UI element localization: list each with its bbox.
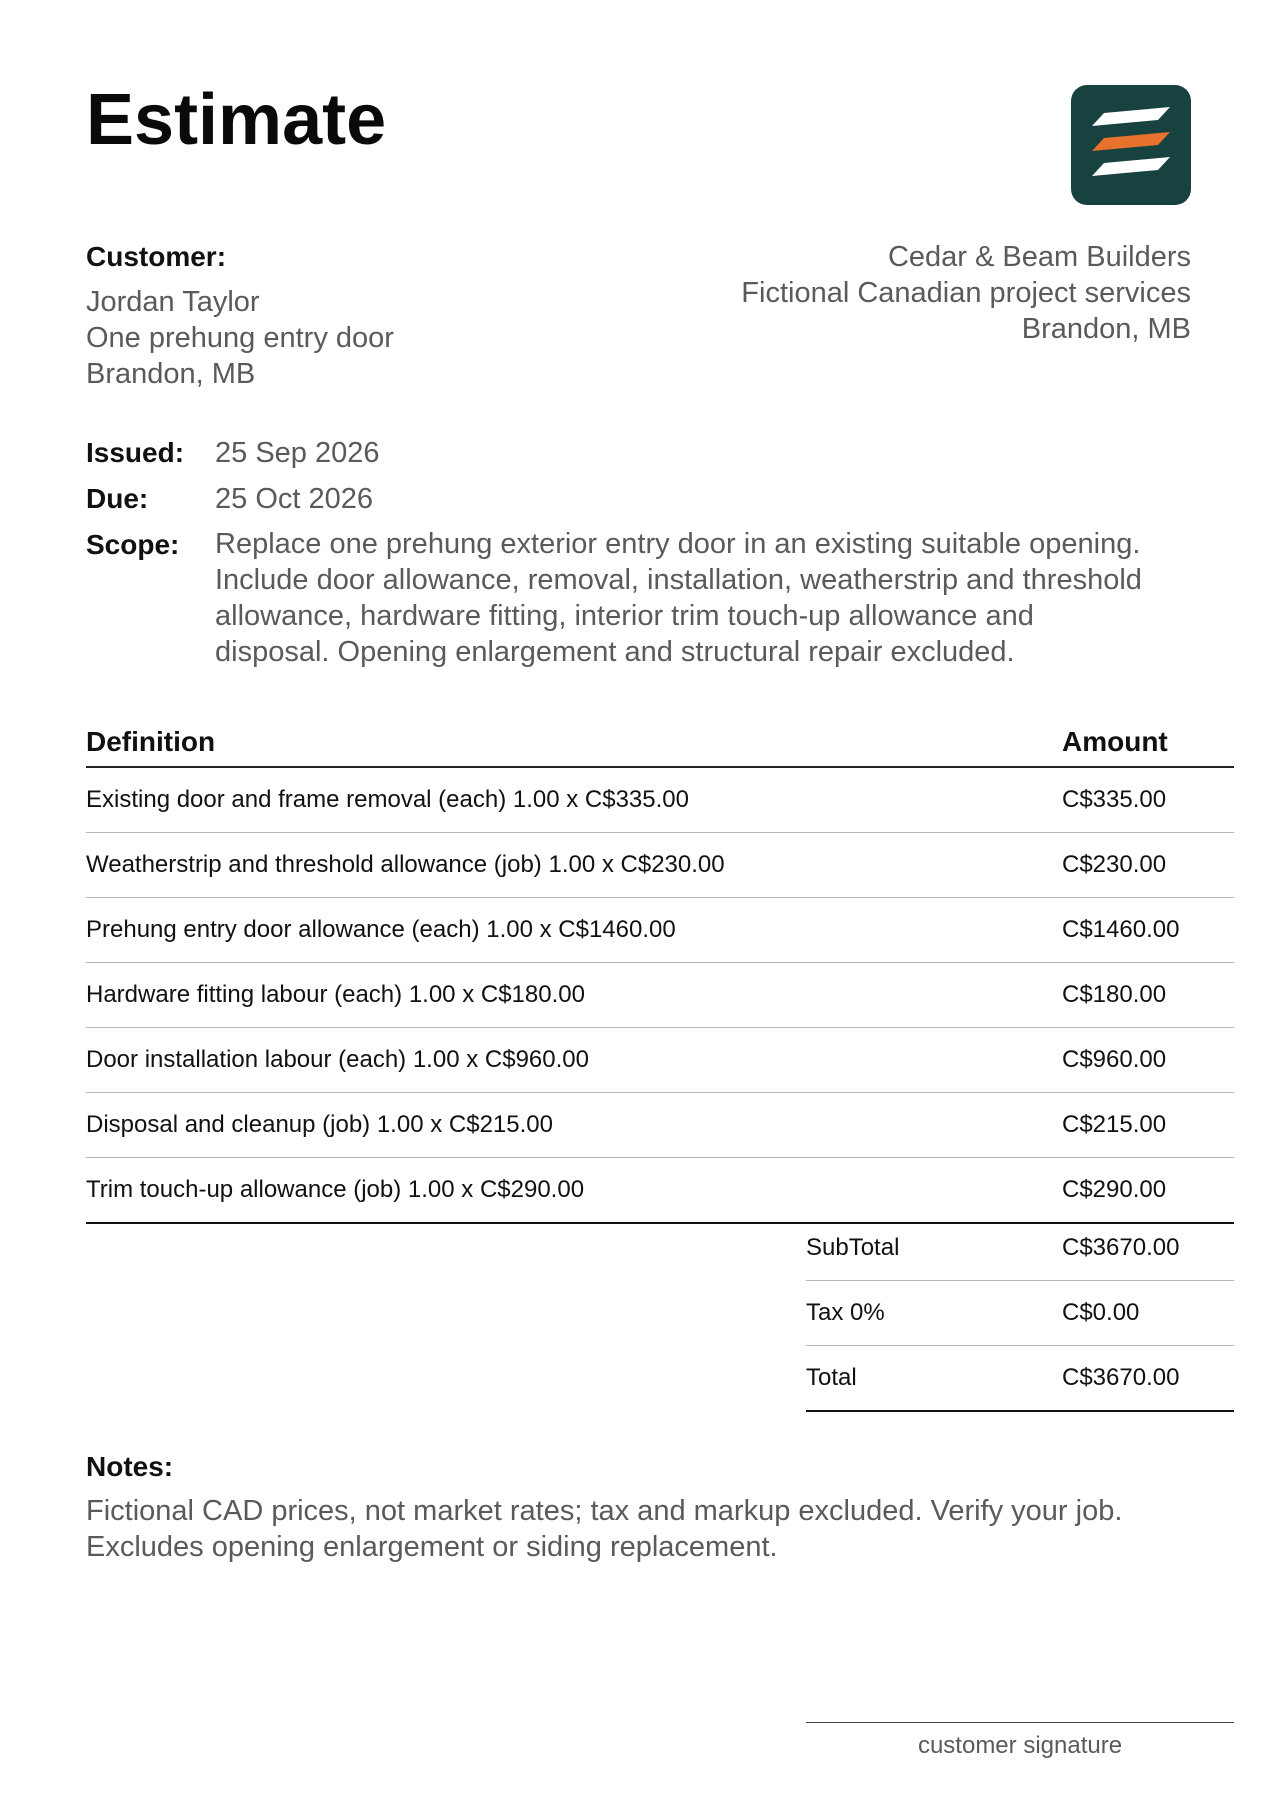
table-row <box>86 833 1234 898</box>
notes-section <box>86 1449 1226 1565</box>
amount-header: Amount <box>1062 720 1234 767</box>
customer-project: One prehung entry door <box>86 322 394 354</box>
total-row <box>806 1346 1234 1412</box>
company-logo <box>1071 85 1191 205</box>
estimate-meta <box>86 434 1216 670</box>
scope-row <box>86 526 1216 670</box>
stacked-planks-logo-icon <box>1071 85 1191 205</box>
signature-label: customer signature <box>917 1732 1123 1759</box>
subtotal-row <box>806 1216 1234 1281</box>
total-value: C$3670.00 <box>1062 1346 1234 1412</box>
company-block <box>571 239 1191 347</box>
table-header-row <box>86 720 1234 767</box>
tax-row <box>806 1281 1234 1346</box>
table-row <box>86 1158 1234 1224</box>
notes-line: Excludes opening enlargement or siding replacement. <box>86 1531 778 1563</box>
row-definition: Trim touch-up allowance (job) 1.00 x C$290.00 <box>86 1158 1062 1224</box>
scope-text <box>215 526 1215 670</box>
tax-value: C$0.00 <box>1062 1281 1234 1346</box>
table-row <box>86 898 1234 963</box>
row-amount: C$180.00 <box>1062 963 1234 1028</box>
notes-label: Notes: <box>86 1451 174 1482</box>
customer-label: Customer: <box>86 241 227 272</box>
issued-label: Issued: <box>86 437 185 468</box>
company-tagline: Fictional Canadian project services <box>741 277 1191 309</box>
table-row <box>86 1093 1234 1158</box>
row-definition: Hardware fitting labour (each) 1.00 x C$180.00 <box>86 963 1062 1028</box>
total-label: Total <box>806 1346 1062 1412</box>
scope-line: Include door allowance, removal, installation, weatherstrip and threshold <box>215 564 1142 596</box>
scope-label: Scope: <box>86 529 180 560</box>
row-definition: Disposal and cleanup (job) 1.00 x C$215.00 <box>86 1093 1062 1158</box>
company-location: Brandon, MB <box>1021 313 1191 345</box>
customer-name: Jordan Taylor <box>86 286 260 318</box>
due-label: Due: <box>86 483 149 514</box>
row-definition: Door installation labour (each) 1.00 x C$960.00 <box>86 1028 1062 1093</box>
row-definition: Prehung entry door allowance (each) 1.00 x C$1460.00 <box>86 898 1062 963</box>
row-amount: C$960.00 <box>1062 1028 1234 1093</box>
row-amount: C$335.00 <box>1062 767 1234 833</box>
tax-label: Tax 0% <box>806 1281 1062 1346</box>
scope-line: Replace one prehung exterior entry door in an existing suitable opening. <box>215 528 1141 560</box>
row-definition: Weatherstrip and threshold allowance (job) 1.00 x C$230.00 <box>86 833 1062 898</box>
notes-line: Fictional CAD prices, not market rates; tax and markup excluded. Verify your job. <box>86 1495 1123 1527</box>
row-amount: C$215.00 <box>1062 1093 1234 1158</box>
issued-row <box>86 434 1216 472</box>
customer-signature-line[interactable] <box>806 1722 1234 1760</box>
customer-location: Brandon, MB <box>86 358 256 390</box>
row-amount: C$230.00 <box>1062 833 1234 898</box>
table-row <box>86 767 1234 833</box>
page-title: Estimate <box>86 80 387 160</box>
table-row <box>86 963 1234 1028</box>
subtotal-label: SubTotal <box>806 1216 1062 1281</box>
line-items-table <box>86 720 1234 1224</box>
row-amount: C$290.00 <box>1062 1158 1234 1224</box>
row-definition: Existing door and frame removal (each) 1.00 x C$335.00 <box>86 767 1062 833</box>
subtotal-value: C$3670.00 <box>1062 1216 1234 1281</box>
row-amount: C$1460.00 <box>1062 898 1234 963</box>
issued-date: 25 Sep 2026 <box>215 437 380 469</box>
company-name: Cedar & Beam Builders <box>887 241 1191 273</box>
table-row <box>86 1028 1234 1093</box>
customer-block <box>86 240 646 392</box>
definition-header: Definition <box>86 720 1062 767</box>
scope-line: allowance, hardware fitting, interior trim touch-up allowance and <box>215 600 1034 632</box>
scope-line: disposal. Opening enlargement and structural repair excluded. <box>215 636 1015 668</box>
due-date: 25 Oct 2026 <box>215 483 373 515</box>
totals-table <box>806 1216 1234 1412</box>
due-row <box>86 480 1216 518</box>
